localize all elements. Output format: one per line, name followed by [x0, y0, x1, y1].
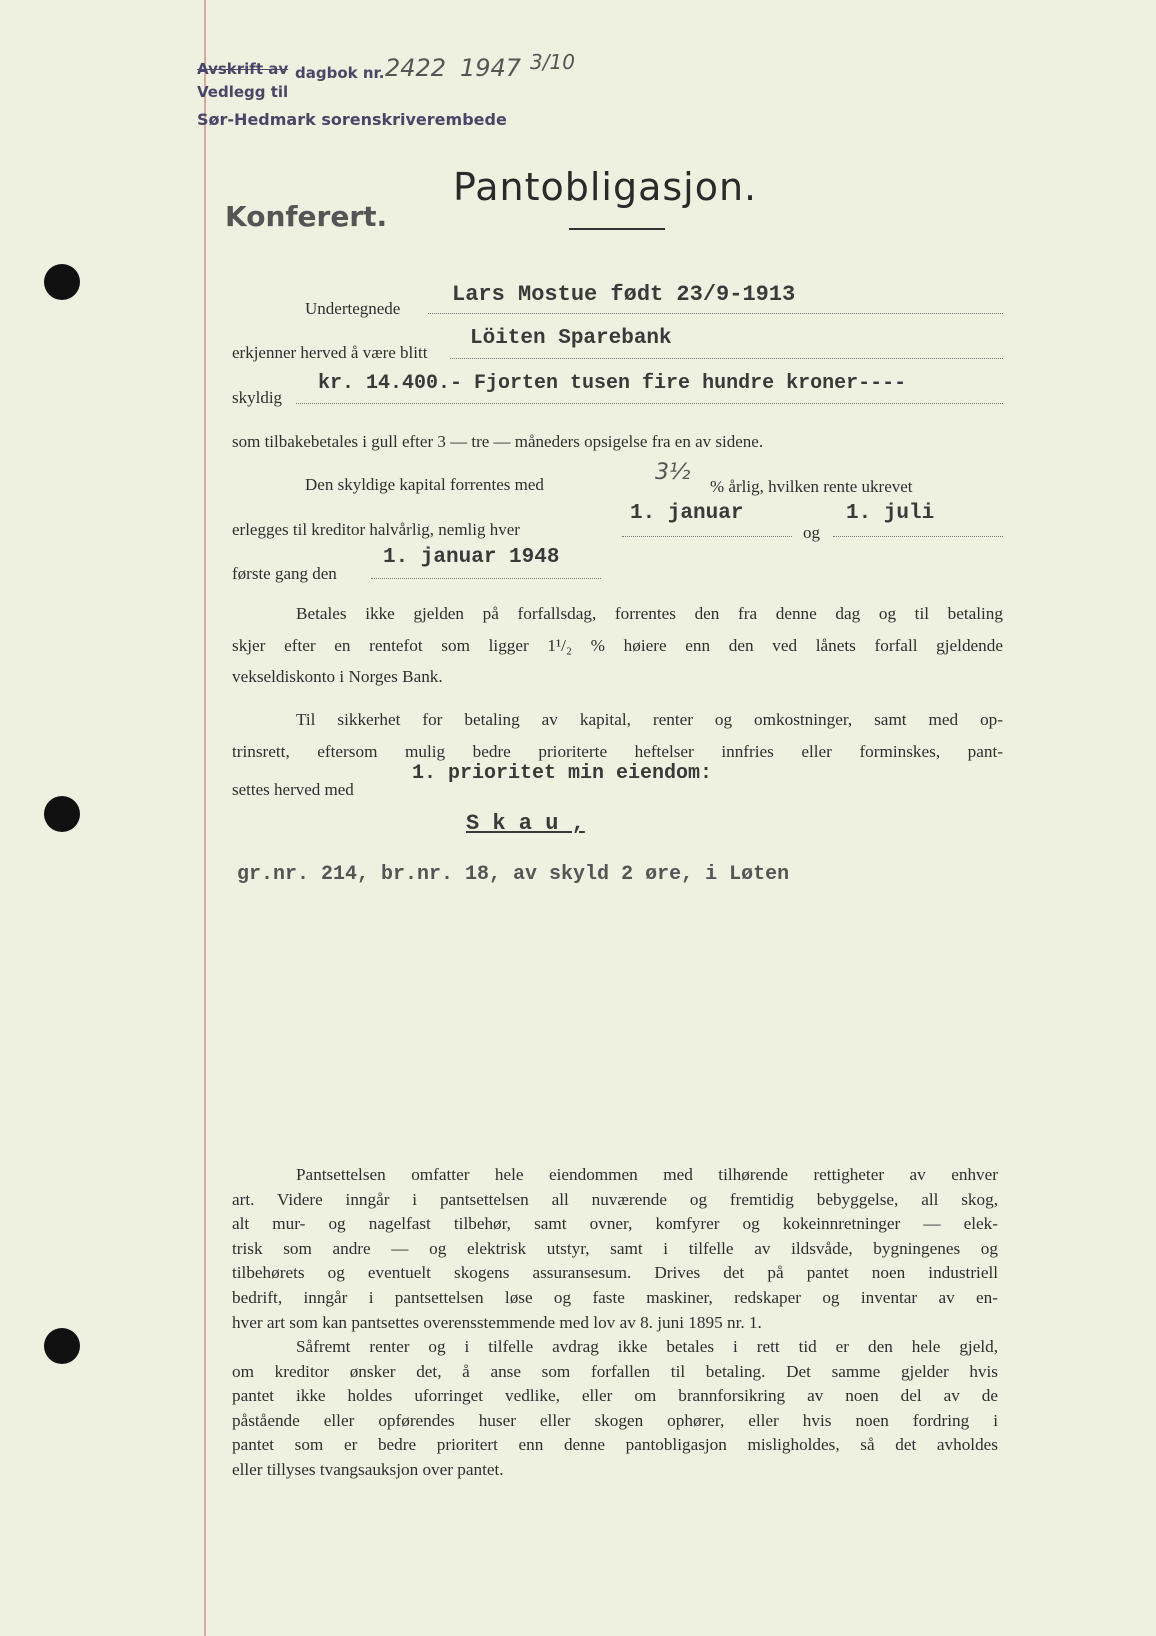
stamp-line2: Vedlegg til	[197, 83, 289, 101]
stamp-line1b: dagbok nr.	[295, 64, 385, 82]
title-underline	[569, 228, 665, 230]
clause-paragraph-1	[232, 1163, 998, 1335]
repay-terms: som tilbakebetales i gull efter 3 — tre — måneders opsigelse fra en av sidene.	[232, 432, 764, 451]
clause-line: Såfremt renter og i tilfelle avdrag ikke betales i rett tid er den hele gjeld,	[296, 1337, 998, 1356]
konferert-stamp: Konferert.	[225, 200, 388, 233]
undertegnede-label: Undertegnede	[305, 299, 401, 318]
security-line: Til sikkerhet for betaling av kapital, renter og omkostninger, samt med op-	[296, 710, 1003, 729]
handwritten-date: 3/10	[530, 50, 575, 74]
punch-hole-top	[44, 264, 80, 300]
clause-line: alt mur- og nagelfast tilbehør, samt ovner, komfyrer og kokeinnretninger — elek-	[232, 1214, 998, 1234]
stamp-line1a: Avskrift av	[197, 60, 289, 78]
first-payment-field: 1. januar 1948	[383, 546, 560, 569]
property-details: gr.nr. 214, br.nr. 18, av skyld 2 øre, i Løten	[237, 863, 790, 886]
punch-hole-bottom	[44, 1328, 80, 1364]
undertegnede-line	[428, 313, 1003, 314]
late-payment-paragraph	[232, 602, 1003, 690]
og-label: og	[803, 523, 820, 542]
clause-line: hver art som kan pantsettes overensstemmende med lov av 8. juni 1895 nr. 1.	[232, 1312, 762, 1332]
amount-field: kr. 14.400.- Fjorten tusen fire hundre kroner----	[318, 372, 907, 395]
debtor-name-field: Lars Mostue født 23/9-1913	[452, 282, 796, 307]
late-line: skjer efter en rentefot som ligger 1¹/₂ % høiere enn den ved lånets forfall gjeldende	[232, 635, 1003, 655]
first-payment-label: første gang den	[232, 564, 337, 583]
clause-line: eller tillyses tvangsauksjon over pantet.	[232, 1459, 504, 1479]
interest-rate-field: 3½	[655, 460, 691, 485]
creditor-line	[450, 358, 1003, 359]
security-paragraph	[232, 708, 1003, 764]
pledge-label: settes herved med	[232, 780, 354, 799]
erkjenner-label: erkjenner herved å være blitt	[232, 343, 428, 362]
skyldig-label: skyldig	[232, 388, 283, 407]
clause-line: Pantsettelsen omfatter hele eiendommen med tilhørende rettigheter av enhver	[296, 1165, 998, 1184]
property-name: S k a u ,	[466, 811, 585, 836]
first-payment-line	[371, 578, 601, 579]
clause-paragraph-2	[232, 1335, 998, 1483]
late-line: Betales ikke gjelden på forfallsdag, forrentes den fra denne dag og til betaling	[296, 604, 1003, 623]
date1-line	[622, 536, 792, 537]
priority-field: 1. prioritet min eiendom:	[412, 762, 713, 785]
interest-label-pre: Den skyldige kapital forrentes med	[305, 475, 544, 494]
handwritten-year: 1947	[460, 54, 522, 82]
clause-line: pantet som er bedre prioritert enn denne pantobligasjon misligholdes, så det avholdes	[232, 1435, 998, 1455]
clause-line: pantet ikke holdes uforringet vedlike, eller om brannforsikring av noen del av de	[232, 1386, 998, 1406]
late-line: vekseldiskonto i Norges Bank.	[232, 667, 443, 687]
clause-line: tilbehørets og eventuelt skogens assuransesum. Drives det på pantet noen industriell	[232, 1263, 998, 1283]
margin-line	[204, 0, 206, 1636]
clause-line: trisk som andre — og elektrisk utstyr, samt i tilfelle av ildsvåde, bygningenes og	[232, 1238, 998, 1258]
interest-label-post: % årlig, hvilken rente ukrevet	[710, 477, 913, 496]
halfyear-label: erlegges til kreditor halvårlig, nemlig hver	[232, 520, 520, 539]
security-line: trinsrett, eftersom mulig bedre prioriterte heftelser innfries eller forminskes, pant-	[232, 741, 1003, 761]
punch-hole-middle	[44, 796, 80, 832]
clause-line: bedrift, inngår i pantsettelsen løse og faste maskiner, redskaper og inventar av en-	[232, 1287, 998, 1307]
date2-line	[833, 536, 1003, 537]
clause-line: om kreditor ønsker det, å anse som forfallen til betaling. Det samme gjelder hvis	[232, 1361, 998, 1381]
creditor-field: Löiten Sparebank	[470, 327, 672, 350]
clause-line: art. Videre inngår i pantsettelsen all nuværende og fremtidig bebyggelse, all skog,	[232, 1189, 998, 1209]
date2-field: 1. juli	[846, 502, 935, 525]
stamp-line3: Sør-Hedmark sorenskriverembede	[197, 110, 507, 129]
document-title: Pantobligasjon.	[453, 165, 758, 209]
handwritten-number: 2422	[385, 54, 447, 82]
clause-line: påstående eller opførendes huser eller skogen ophører, eller hvis noen fordring i	[232, 1410, 998, 1430]
date1-field: 1. januar	[630, 502, 744, 525]
amount-line	[296, 403, 1003, 404]
